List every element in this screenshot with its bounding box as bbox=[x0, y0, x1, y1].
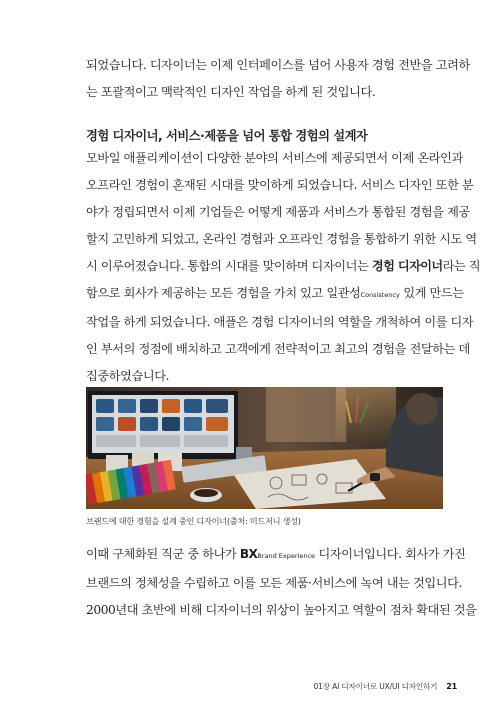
text-line: 되었습니다. 디자이너는 이제 인터페이스를 넘어 사용자 경험 전반을 고려하 bbox=[86, 58, 470, 72]
text-line: 브랜드의 정체성을 수립하고 이를 모든 제품·서비스에 녹여 내는 것입니다. bbox=[86, 576, 462, 590]
text-span: 있게 만드는 bbox=[399, 286, 464, 300]
text-span: 이때 구체화된 직군 중 하나가 bbox=[86, 547, 240, 561]
chapter-title: 01장 AI 디자이너로 UX/UI 디자인하기 bbox=[313, 682, 438, 691]
text-line: 할지 고민하게 되었고, 온라인 경험과 오프라인 경험을 통합하기 위한 시도 역 bbox=[86, 232, 477, 246]
main-paragraph bbox=[86, 145, 481, 390]
term-gloss-consistency: Consistency bbox=[360, 291, 400, 299]
text-span: 시 이루어졌습니다. 통합의 시대를 맞이하며 디자이너는 bbox=[86, 259, 372, 273]
page-footer bbox=[0, 681, 457, 692]
text-line bbox=[86, 253, 481, 280]
designer-illustration bbox=[86, 387, 443, 509]
text-span: 함으로 회사가 제공하는 모든 경험을 가치 있고 일관성 bbox=[86, 286, 361, 300]
text-line bbox=[86, 280, 464, 309]
text-line: 는 포괄적이고 맥락적인 디자인 작업을 하게 된 것입니다. bbox=[86, 85, 376, 99]
section-heading: 경험 디자이너, 서비스·제품을 넘어 통합 경험의 설계자 bbox=[86, 129, 368, 143]
text-span: 라는 직 bbox=[442, 259, 481, 273]
text-span: 디자이너입니다. 회사가 가진 bbox=[315, 547, 466, 561]
text-line: 오프라인 경험이 혼재된 시대를 맞이하게 되었습니다. 서비스 디자인 또한 분 bbox=[86, 178, 474, 192]
intro-paragraph bbox=[86, 52, 470, 106]
text-line bbox=[86, 541, 466, 570]
figure-image-designer-at-desk bbox=[86, 387, 443, 509]
text-line: 야가 정립되면서 이제 기업들은 어떻게 제품과 서비스가 통합된 경험을 제공 bbox=[86, 205, 470, 219]
page-number: 21 bbox=[446, 682, 457, 691]
bx-paragraph bbox=[86, 541, 477, 624]
text-line: 2000년대 초반에 비해 디자이너의 위상이 높아지고 역할이 점차 확대된 것을 bbox=[86, 603, 477, 617]
text-line: 집중하였습니다. bbox=[86, 369, 170, 383]
text-line: 인 부서의 정점에 배치하고 고객에게 전략적이고 최고의 경험을 전달하는 데 bbox=[86, 342, 470, 356]
text-line: 작업을 하게 되었습니다. 애플은 경험 디자이너의 역할을 개척하여 이를 디자 bbox=[86, 315, 474, 329]
term-gloss-brand-experience: Brand Experience bbox=[257, 552, 316, 560]
text-line: 모바일 애플리케이션이 다양한 분야의 서비스에 제공되면서 이제 온라인과 bbox=[86, 151, 463, 165]
term-experience-designer: 경험 디자이너 bbox=[371, 259, 443, 273]
figure-caption: 브랜드에 대한 경험을 설계 중인 디자이너(출처: 미드저니 생성) bbox=[86, 516, 301, 526]
term-bx: BX bbox=[239, 547, 258, 561]
